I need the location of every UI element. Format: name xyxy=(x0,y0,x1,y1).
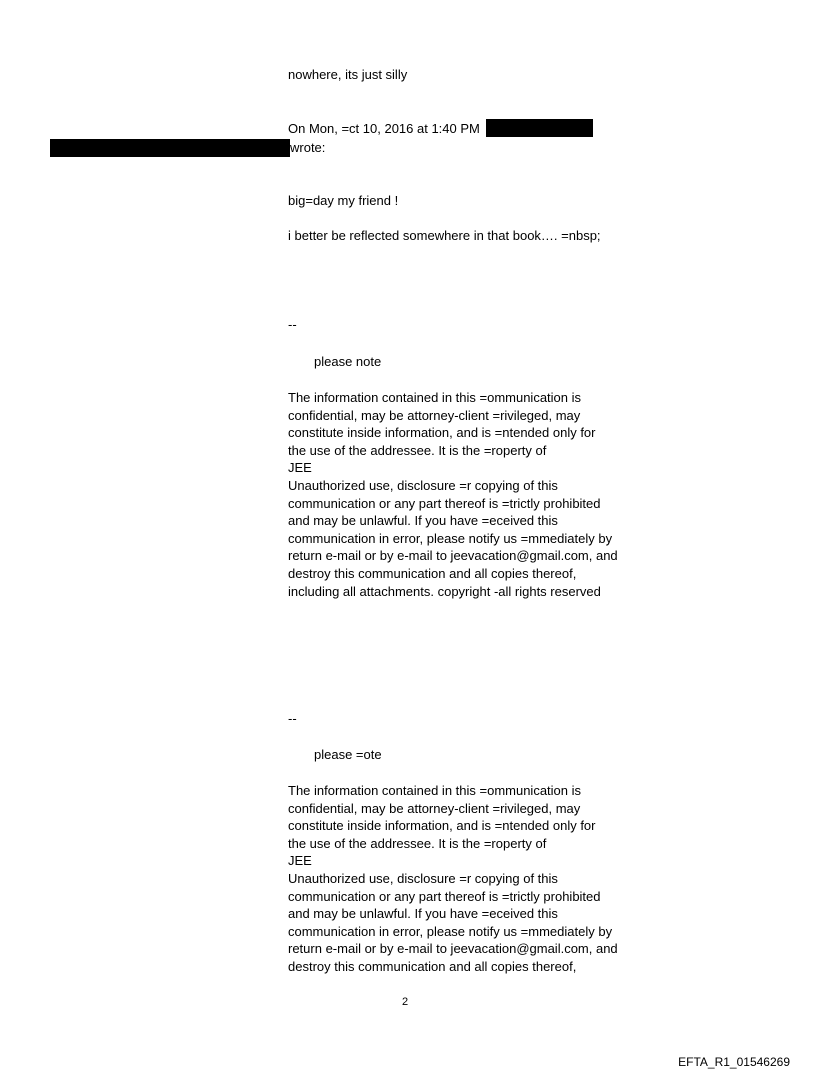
notice-line: and may be unlawful. If you have =eceived this xyxy=(288,513,558,529)
notice-line: return e-mail or by e-mail to jeevacation@gmail.com, and xyxy=(288,941,618,957)
notice-line: confidential, may be attorney-client =rivileged, may xyxy=(288,407,581,423)
notice-line: destroy this communication and all copies thereof, xyxy=(288,958,577,974)
quote-header: On Mon, =ct 10, 2016 at 1:40 PM xyxy=(288,121,480,136)
notice-line: destroy this communication and all copies thereof, xyxy=(288,565,577,581)
page-number: 2 xyxy=(402,996,409,1008)
notice-line: JEE xyxy=(288,853,312,869)
quoted-body: i better be reflected somewhere in that book…. =nbsp; xyxy=(288,228,601,243)
notice-line: and may be unlawful. If you have =eceived this xyxy=(288,906,558,922)
quoted-greeting: big=day my friend ! xyxy=(288,193,399,208)
signature-heading-2: please =ote xyxy=(314,747,382,762)
notice-line: the use of the addressee. It is the =roperty of xyxy=(288,442,547,458)
quote-wrote: wrote: xyxy=(290,140,326,155)
notice-line: The information contained in this =ommunication is xyxy=(288,783,582,798)
bates-number: EFTA_R1_01546269 xyxy=(678,1055,790,1069)
signature-heading-1: please note xyxy=(314,354,382,369)
notice-line: Unauthorized use, disclosure =r copying of this xyxy=(288,870,558,886)
notice-line: including all attachments. copyright -all rights reserved xyxy=(288,583,601,599)
notice-line: communication or any part thereof is =trictly prohibited xyxy=(288,495,601,511)
notice-line: the use of the addressee. It is the =roperty of xyxy=(288,835,547,851)
redaction-box-sender-name xyxy=(486,119,593,137)
notice-line: Unauthorized use, disclosure =r copying of this xyxy=(288,477,558,493)
notice-line: communication or any part thereof is =trictly prohibited xyxy=(288,888,601,904)
notice-line: The information contained in this =ommunication is xyxy=(288,390,582,405)
notice-line: confidential, may be attorney-client =rivileged, may xyxy=(288,800,581,816)
signature-separator-2: -- xyxy=(288,711,297,726)
reply-line: nowhere, its just silly xyxy=(288,67,408,82)
confidentiality-notice-1 xyxy=(288,389,648,600)
notice-line: constitute inside information, and is =ntended only for xyxy=(288,818,596,834)
signature-separator-1: -- xyxy=(288,317,297,332)
confidentiality-notice-2 xyxy=(288,782,648,976)
notice-line: JEE xyxy=(288,460,312,476)
notice-line: constitute inside information, and is =ntended only for xyxy=(288,425,596,441)
notice-line: communication in error, please notify us =mmediately by xyxy=(288,923,613,939)
notice-line: return e-mail or by e-mail to jeevacation@gmail.com, and xyxy=(288,548,618,564)
redaction-box-sender-email xyxy=(50,139,290,157)
notice-line: communication in error, please notify us =mmediately by xyxy=(288,530,613,546)
